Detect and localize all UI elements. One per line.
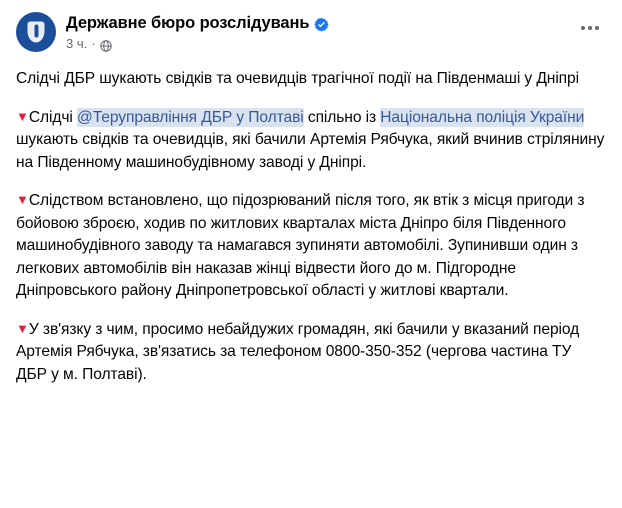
globe-icon[interactable]	[100, 40, 112, 52]
page-name[interactable]: Державне бюро розслідувань	[66, 14, 310, 32]
post-timestamp[interactable]: 3 ч.	[66, 36, 88, 51]
post-paragraph-4	[16, 319, 606, 387]
author-name-row	[66, 13, 329, 33]
mention-link-teruprav[interactable]: @Теруправління ДБР у Полтаві	[77, 108, 304, 126]
post-header	[16, 12, 606, 58]
post-paragraph-1: Слідчі ДБР шукають свідків та очевидців трагічної події на Південмаші у Дніпрі	[16, 70, 579, 87]
dot	[595, 26, 599, 30]
post-paragraph-3	[16, 190, 606, 303]
post-meta	[66, 36, 329, 52]
p4-text: У зв'язку з чим, просимо небайдужих громадян, які бачили у вказаний період Артемія Рябчука, зв'язатись за телефоном 0800-350-352 (чергова частина ТУ ДБР у м. Полтаві).	[16, 320, 580, 383]
avatar[interactable]	[16, 12, 56, 52]
p3-text: Слідством встановлено, що підозрюваний після того, як втік з місця пригоди з бойовою зброєю, ходив по житлових кварталах міста Дніпро біля Південного машинобудівного заводу та намагався зупиняти автомобілі. Зупинивши один з легкових автомобілів він наказав жінці відвести його до м. Підгородне Дніпровського району Дніпропетровської області у житлові квартали.	[16, 192, 585, 299]
shield-emblem-icon	[28, 22, 45, 43]
red-triangle-marker-icon: ▼	[16, 320, 29, 336]
red-triangle-marker-icon: ▼	[16, 108, 29, 124]
dot	[581, 26, 585, 30]
mention-link-police[interactable]: Національна поліція України	[380, 108, 585, 126]
p2-text-c: шукають свідків та очевидців, які бачили Артемія Рябчука, який вчинив стрілянину на Південному машинобудівному заводі у Дніпрі.	[16, 131, 605, 171]
p2-text-a: Слідчі	[28, 108, 78, 126]
post-author-block	[66, 12, 329, 52]
red-triangle-marker-icon: ▼	[16, 192, 29, 207]
p2-text-b: спільно із	[303, 108, 381, 126]
verified-badge-icon	[314, 17, 329, 32]
post-body	[16, 68, 606, 386]
post-paragraph-2	[16, 107, 606, 175]
dot	[588, 26, 592, 30]
post-options-menu-icon[interactable]	[574, 16, 606, 40]
meta-separator: ·	[91, 36, 96, 51]
